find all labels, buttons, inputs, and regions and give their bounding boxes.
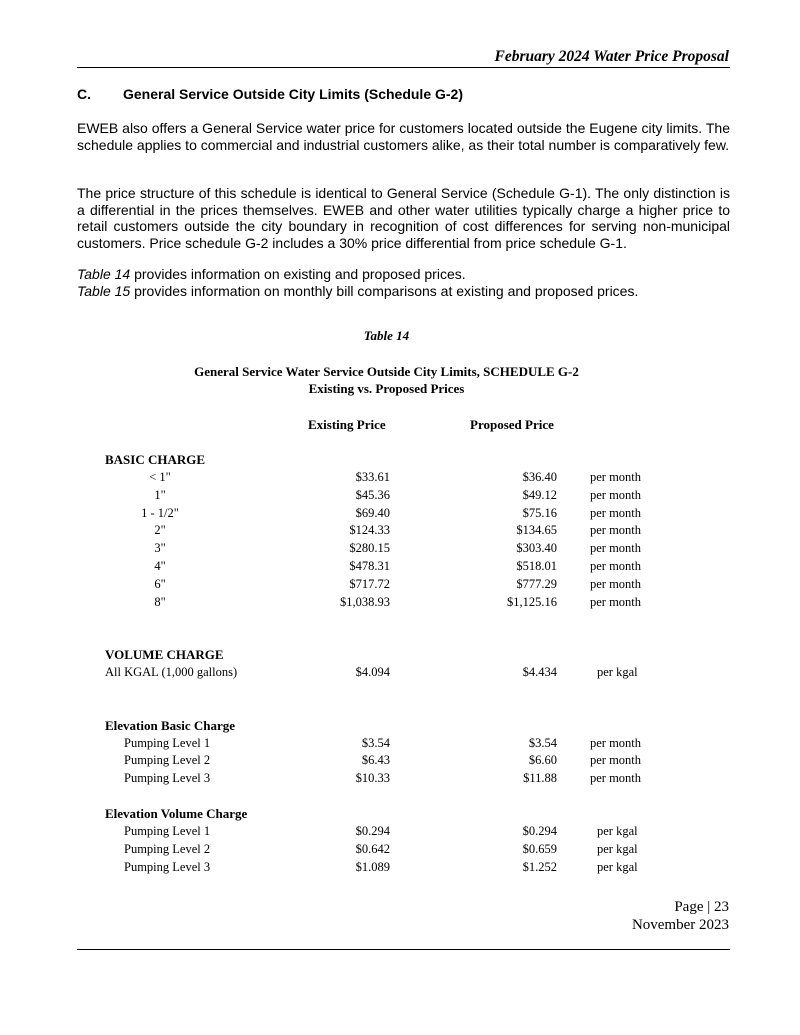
elevation-volume-unit: per kgal [597,842,638,856]
table-subtitle: Existing vs. Proposed Prices [308,381,465,396]
elevation-volume-proposed: $0.294 [522,824,557,838]
basic-unit: per month [590,541,642,555]
table-ref-1-text: provides information on existing and proposed prices. [130,266,466,282]
elevation-volume-proposed: $1.252 [522,860,557,874]
paragraph-intro: EWEB also offers a General Service water price for customers located outside the Eugene city limits. The schedule applies to commercial and industrial customers alike, as their total number is comparatively few. [77,120,730,153]
basic-size: 3" [154,541,166,555]
paragraph-structure: The price structure of this schedule is identical to General Service (Schedule G-1). The only distinction is a differential in the prices themselves. EWEB and other water utilities typically charge a higher price to retail customers outside the city boundary in recognition of cost differences for serving non-municipal customers. Price schedule G-2 includes a 30% price differential from price schedule G-1. [77,185,730,251]
volume-label: All KGAL (1,000 gallons) [105,665,238,679]
basic-unit: per month [590,470,642,484]
basic-size: 4" [154,559,166,573]
section-title: General Service Outside City Limits (Schedule G-2) [123,86,463,102]
column-header-proposed: Proposed Price [470,417,554,432]
basic-unit: per month [590,595,642,609]
basic-existing: $124.33 [349,523,390,537]
table-ref-line-2 [77,283,730,300]
elevation-volume-unit: per kgal [597,860,638,874]
elevation-basic-proposed: $6.60 [528,753,557,767]
elevation-basic-label: Pumping Level 3 [124,771,211,785]
table-ref-line-1 [77,266,730,283]
basic-size: 1 - 1/2" [141,506,179,520]
basic-unit: per month [590,523,642,537]
elevation-basic-heading: Elevation Basic Charge [105,718,235,733]
basic-unit: per month [590,506,642,520]
basic-size: 2" [154,523,166,537]
header-rule [77,67,730,68]
basic-size: 6" [154,577,166,591]
basic-existing: $717.72 [349,577,390,591]
basic-unit: per month [590,488,642,502]
elevation-volume-label: Pumping Level 1 [124,824,211,838]
basic-proposed: $518.01 [516,559,557,573]
basic-existing: $45.36 [355,488,390,502]
table-ref-2-text: provides information on monthly bill comparisons at existing and proposed prices. [130,282,639,299]
elevation-volume-label: Pumping Level 3 [124,860,211,874]
elevation-volume-heading: Elevation Volume Charge [105,806,248,821]
volume-charge-heading: VOLUME CHARGE [105,647,224,662]
basic-charge-heading: BASIC CHARGE [105,452,206,467]
basic-size: 1" [154,488,166,502]
elevation-volume-proposed: $0.659 [522,842,557,856]
elevation-volume-existing: $0.642 [355,842,390,856]
elevation-basic-existing: $3.54 [361,736,390,750]
elevation-basic-unit: per month [590,753,642,767]
basic-proposed: $777.29 [516,577,557,591]
elevation-basic-label: Pumping Level 1 [124,736,211,750]
elevation-basic-existing: $10.33 [355,771,390,785]
table-ref-1-label: Table 14 [77,266,131,282]
elevation-basic-label: Pumping Level 2 [124,753,211,767]
elevation-basic-proposed: $3.54 [528,736,557,750]
basic-proposed: $49.12 [522,488,557,502]
basic-size: < 1" [149,470,171,484]
paragraph-table-refs [77,266,730,299]
basic-existing: $33.61 [355,470,390,484]
volume-unit: per kgal [597,665,638,679]
page-number: Page | 23 [674,899,729,915]
column-header-existing: Existing Price [308,417,386,432]
section-letter: C. [77,86,91,102]
table-ref-2-label: Table 15 [77,282,131,299]
table-caption: Table 14 [363,328,410,343]
table-title: General Service Water Service Outside City Limits, SCHEDULE G-2 [194,364,579,379]
basic-existing: $69.40 [355,506,390,520]
elevation-basic-existing: $6.43 [361,753,390,767]
basic-existing: $280.15 [349,541,390,555]
basic-proposed: $1,125.16 [507,595,557,609]
elevation-volume-existing: $0.294 [355,824,390,838]
basic-proposed: $134.65 [516,523,557,537]
volume-proposed: $4.434 [522,665,557,679]
basic-existing: $1,038.93 [340,595,390,609]
basic-unit: per month [590,577,642,591]
elevation-basic-unit: per month [590,771,642,785]
basic-proposed: $36.40 [522,470,557,484]
elevation-basic-proposed: $11.88 [523,771,557,785]
basic-size: 8" [154,595,166,609]
header-title: February 2024 Water Price Proposal [494,48,729,65]
volume-existing: $4.094 [355,665,390,679]
elevation-volume-unit: per kgal [597,824,638,838]
elevation-volume-existing: $1.089 [355,860,390,874]
footer-date: November 2023 [631,917,729,933]
elevation-basic-unit: per month [590,736,642,750]
basic-proposed: $303.40 [516,541,557,555]
basic-proposed: $75.16 [522,506,557,520]
page-footer [632,898,729,934]
basic-unit: per month [590,559,642,573]
elevation-volume-label: Pumping Level 2 [124,842,211,856]
basic-existing: $478.31 [349,559,390,573]
footer-rule [77,949,730,950]
